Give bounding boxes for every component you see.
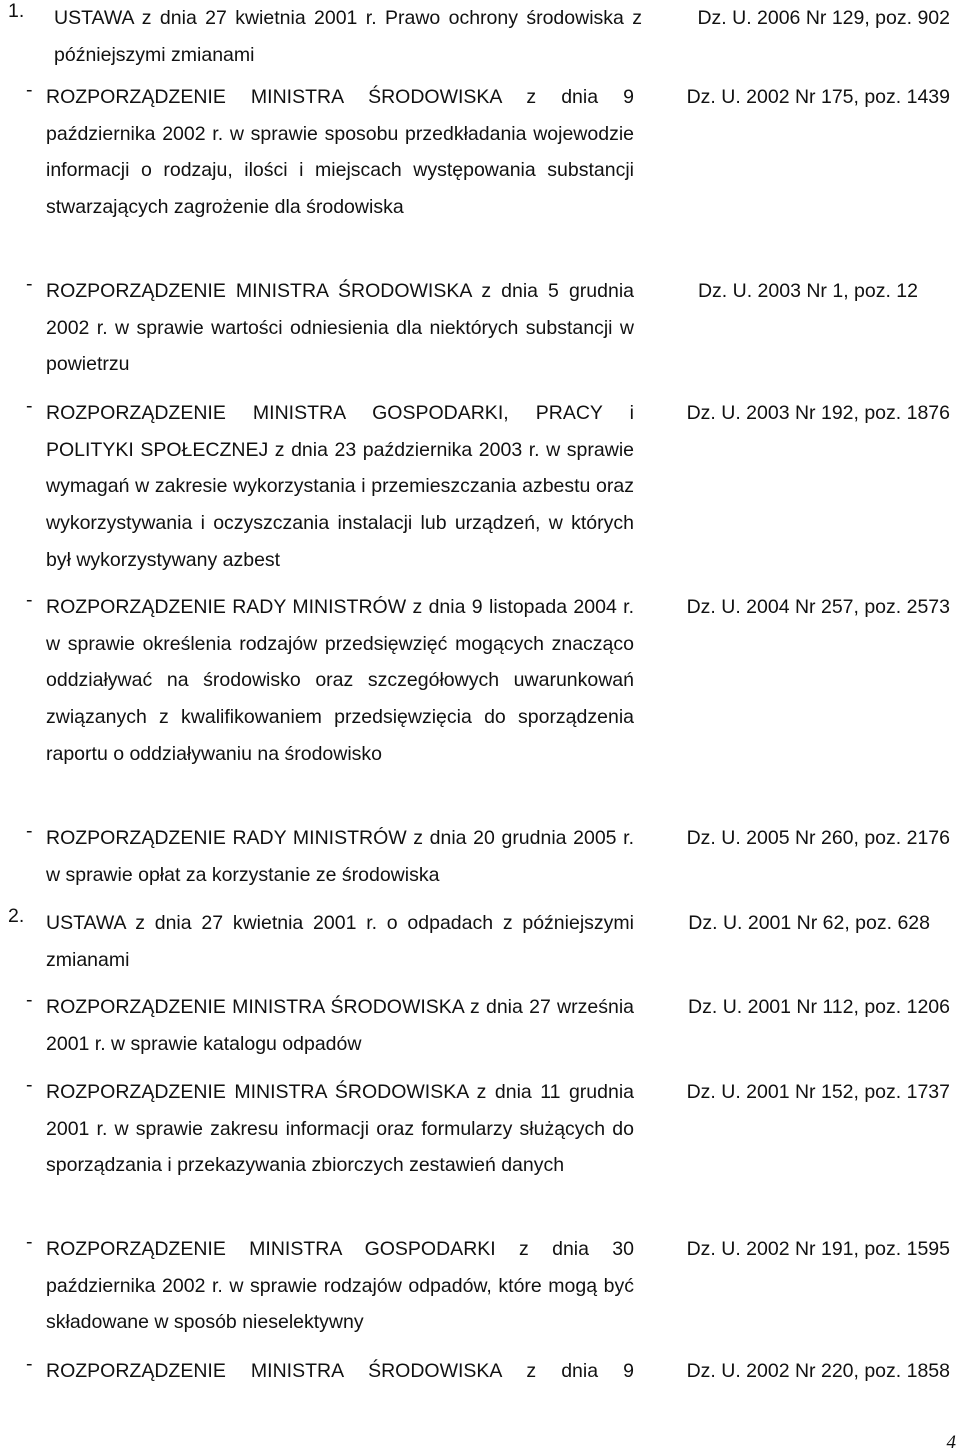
list-dash: - (26, 589, 33, 611)
list-dash: - (26, 79, 33, 101)
legal-act-text: ROZPORZĄDZENIE MINISTRA GOSPODARKI, PRACY i POLITYKI SPOŁECZNEJ z dnia 23 października 2003 r. w sprawie wymagań w zakresie wykorzystania i przemieszczania azbestu oraz wykorzystywania i oczyszczania instalacji lub urządzeń, w których był wykorzystywany azbest (46, 402, 634, 571)
journal-reference: Dz. U. 2005 Nr 260, poz. 2176 (686, 827, 950, 849)
journal-reference: Dz. U. 2001 Nr 152, poz. 1737 (686, 1081, 950, 1103)
legal-act-text: ROZPORZĄDZENIE MINISTRA GOSPODARKI z dnia 30 października 2002 r. w sprawie rodzajów odpadów, które mogą być składowane w sposób nieselektywny (46, 1238, 634, 1334)
legal-act-text: ROZPORZĄDZENIE RADY MINISTRÓW z dnia 20 grudnia 2005 r. w sprawie opłat za korzystanie ze środowiska (46, 827, 634, 886)
journal-reference: Dz. U. 2003 Nr 192, poz. 1876 (686, 402, 950, 424)
list-dash: - (26, 1231, 33, 1253)
legal-act-text: ROZPORZĄDZENIE MINISTRA ŚRODOWISKA z dnia 27 września 2001 r. w sprawie katalogu odpadów (46, 996, 634, 1055)
legal-act-text: ROZPORZĄDZENIE RADY MINISTRÓW z dnia 9 listopada 2004 r. w sprawie określenia rodzajów przedsięwzięć mogących znacząco oddziaływać na środowisko oraz szczegółowych uwarunkowań związanych z kwalifikowaniem przedsięwzięcia do sporządzenia raportu o oddziaływaniu na środowisko (46, 596, 634, 765)
journal-reference: Dz. U. 2006 Nr 129, poz. 902 (697, 7, 950, 29)
legal-act-text: USTAWA z dnia 27 kwietnia 2001 r. Prawo ochrony środowiska z późniejszymi zmianami (54, 7, 642, 66)
journal-reference: Dz. U. 2002 Nr 175, poz. 1439 (686, 86, 950, 108)
legal-act-text: ROZPORZĄDZENIE MINISTRA ŚRODOWISKA z dnia 9 października 2002 r. w sprawie sposobu przedkładania wojewodzie informacji o rodzaju, ilości i miejscach występowania substancji stwarzających zagrożenie dla środowiska (46, 86, 634, 219)
list-dash: - (26, 820, 33, 842)
page-number: 4 (946, 1432, 956, 1453)
list-dash: - (26, 273, 33, 295)
journal-reference: Dz. U. 2004 Nr 257, poz. 2573 (686, 596, 950, 618)
journal-reference: Dz. U. 2002 Nr 220, poz. 1858 (686, 1360, 950, 1382)
legal-act-text: USTAWA z dnia 27 kwietnia 2001 r. o odpadach z późniejszymi zmianami (46, 912, 634, 971)
journal-reference: Dz. U. 2001 Nr 62, poz. 628 (688, 912, 930, 934)
legal-act-text: ROZPORZĄDZENIE MINISTRA ŚRODOWISKA z dnia 11 grudnia 2001 r. w sprawie zakresu informacji oraz formularzy służących do sporządzania i przekazywania zbiorczych zestawień danych (46, 1081, 634, 1177)
journal-reference: Dz. U. 2001 Nr 112, poz. 1206 (688, 996, 950, 1018)
list-number: 2. (8, 905, 25, 927)
list-dash: - (26, 989, 33, 1011)
list-dash: - (26, 395, 33, 417)
legal-act-text: ROZPORZĄDZENIE MINISTRA ŚRODOWISKA z dnia 9 (46, 1360, 634, 1382)
journal-reference: Dz. U. 2002 Nr 191, poz. 1595 (686, 1238, 950, 1260)
list-dash: - (26, 1353, 33, 1375)
list-number: 1. (8, 0, 25, 22)
journal-reference: Dz. U. 2003 Nr 1, poz. 12 (697, 280, 918, 302)
list-dash: - (26, 1074, 33, 1096)
legal-act-text: ROZPORZĄDZENIE MINISTRA ŚRODOWISKA z dnia 5 grudnia 2002 r. w sprawie wartości odniesienia dla niektórych substancji w powietrzu (46, 280, 634, 376)
